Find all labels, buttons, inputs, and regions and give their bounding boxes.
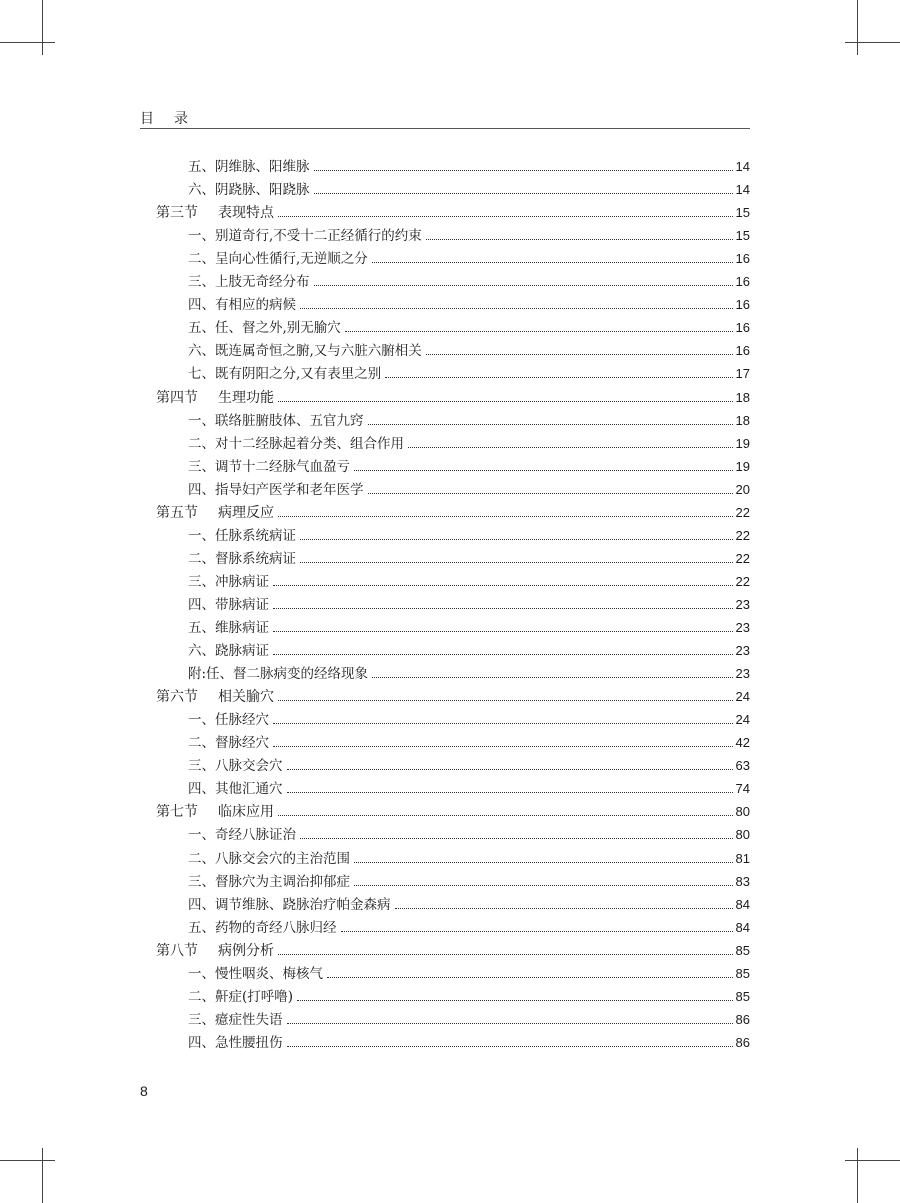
toc-item-row[interactable] [188,963,750,983]
dot-leader [273,631,733,632]
toc-item-row[interactable] [188,755,750,775]
crop-mark-top-left [42,0,43,55]
toc-page-number: 22 [735,573,750,589]
crop-mark-bottom-right [857,1148,858,1203]
toc-section-title: 相关腧穴 [218,689,274,706]
toc-item-label: 三、调节十二经脉气血盈亏 [188,458,350,475]
toc-item-row[interactable] [188,986,750,1006]
toc-item-row[interactable] [188,294,750,314]
toc-item-label: 三、督脉穴为主调治抑郁症 [188,873,350,890]
toc-page-number: 42 [735,735,750,751]
toc-section-title: 病理反应 [218,504,274,521]
toc-item-row[interactable] [188,1032,750,1052]
toc-section-number: 第八节 [156,942,198,959]
toc-item-label: 二、呈向心性循行,无逆顺之分 [188,251,368,268]
toc-item-row[interactable] [188,340,750,360]
toc-section-label [156,942,274,960]
dot-leader [354,470,733,471]
dot-leader [287,769,733,770]
toc-item-row[interactable] [188,156,750,176]
toc-item-label: 二、八脉交会穴的主治范围 [188,850,350,867]
toc-page-number: 22 [735,527,750,543]
page-number: 8 [140,1083,148,1099]
toc-item-label: 七、既有阴阳之分,又有表里之别 [188,366,382,383]
crop-mark-top-right [845,42,900,43]
toc-page-number: 23 [735,666,750,682]
toc-page-number: 16 [735,320,750,336]
dot-leader [287,1023,733,1024]
dot-leader [314,193,733,194]
toc-page-number: 23 [735,643,750,659]
crop-mark-bottom-right [845,1160,900,1161]
dot-leader [300,539,733,540]
toc-item-row[interactable] [188,248,750,268]
toc-item-label: 三、冲脉病证 [188,573,269,590]
toc-page-number: 85 [735,942,750,958]
toc-item-label: 四、调节维脉、跷脉治疗帕金森病 [188,896,391,913]
toc-page-number: 85 [735,965,750,981]
toc-item-row[interactable] [188,594,750,614]
toc-item-row[interactable] [188,848,750,868]
dot-leader [278,401,733,402]
toc-item-label: 二、鼾症(打呼噜) [188,988,294,1005]
toc-page-number: 23 [735,620,750,635]
toc-item-row[interactable] [188,1009,750,1029]
toc-item-label: 一、任脉系统病证 [188,527,296,544]
toc-page-number: 83 [735,873,750,889]
dot-leader [273,608,733,609]
dot-leader [300,562,733,563]
toc-item-row[interactable] [188,363,750,383]
toc-item-row[interactable] [188,571,750,591]
toc-item-label: 三、癔症性失语 [188,1011,283,1028]
dot-leader [278,216,733,217]
toc-item-label: 一、奇经八脉证治 [188,827,296,844]
toc-item-label: 六、既连属奇恒之腑,又与六脏六腑相关 [188,343,422,360]
toc-section-number: 第三节 [156,205,198,222]
dot-leader [273,654,733,655]
toc-section-number: 第六节 [156,689,198,706]
toc-item-label: 三、上肢无奇经分布 [188,274,310,291]
toc-page-number: 84 [735,919,750,935]
toc-page-number: 17 [735,366,750,382]
toc-item-row[interactable] [188,433,750,453]
dot-leader [273,746,733,747]
toc-section-title: 临床应用 [218,804,274,821]
toc-section-label [156,688,274,706]
crop-mark-top-left [0,42,55,43]
toc-page-number: 19 [735,458,750,474]
toc-section-row[interactable] [156,686,750,706]
crop-mark-bottom-left [0,1160,55,1161]
dot-leader [287,1046,733,1047]
toc-page-number: 16 [735,297,750,313]
toc-page-number: 74 [735,781,750,797]
toc-item-row[interactable] [188,225,750,245]
toc-item-label: 一、别道奇行,不受十二正经循行的约束 [188,228,422,245]
toc-section-label [156,803,274,821]
toc-page-number: 86 [735,1011,750,1027]
toc-page-number: 63 [735,758,750,774]
dot-leader [278,815,733,816]
dot-leader [314,170,733,171]
toc-item-row[interactable] [188,917,750,937]
toc-section-number: 第七节 [156,804,198,821]
toc-item-label: 四、带脉病证 [188,596,269,613]
toc-page-number: 23 [735,596,750,612]
toc-item-label: 四、指导妇产医学和老年医学 [188,481,364,498]
toc-page-number: 85 [735,988,750,1004]
crop-mark-bottom-left [42,1148,43,1203]
toc-item-label: 一、慢性咽炎、梅核气 [188,965,323,982]
toc-item-row[interactable] [188,778,750,798]
toc-item-label: 一、任脉经穴 [188,712,269,729]
toc-section-title: 生理功能 [218,389,274,406]
toc-item-label: 四、急性腰扭伤 [188,1034,283,1051]
toc-section-title: 表现特点 [218,205,274,222]
dot-leader [354,862,733,863]
toc-item-label: 二、对十二经脉起着分类、组合作用 [188,435,404,452]
dot-leader [273,723,733,724]
toc-item-label: 六、跷脉病证 [188,643,269,660]
toc-item-label: 五、维脉病证 [188,620,269,636]
toc-page-number: 20 [735,481,750,497]
toc-page-number: 80 [735,827,750,843]
toc-page-number: 86 [735,1034,750,1050]
dot-leader [297,1000,732,1001]
dot-leader [368,424,733,425]
toc-section-number: 第四节 [156,389,198,406]
toc-section-label [156,389,274,407]
toc-section-row[interactable] [156,502,750,522]
toc-item-row[interactable] [188,410,750,430]
dot-leader [327,977,733,978]
toc-item-label: 四、有相应的病候 [188,297,296,314]
dot-leader [345,331,733,332]
toc-item-row[interactable] [188,271,750,291]
toc-page-number: 18 [735,412,750,428]
dot-leader [354,885,733,886]
dot-leader [385,377,732,378]
crop-mark-top-right [857,0,858,55]
toc-item-row[interactable] [188,709,750,729]
toc-section-label [156,504,274,522]
toc-page-number: 24 [735,712,750,728]
dot-leader [408,447,733,448]
dot-leader [372,262,733,263]
toc-page-number: 15 [735,228,750,244]
toc-section-label [156,204,274,222]
toc-item-row[interactable] [188,663,750,683]
toc-page-number: 81 [735,850,750,866]
dot-leader [368,493,733,494]
dot-leader [287,792,733,793]
dot-leader [426,239,733,240]
toc-item-row[interactable] [188,894,750,914]
toc-section-row[interactable] [156,202,750,222]
toc-item-label: 五、药物的奇经八脉归经 [188,919,337,936]
dot-leader [314,285,733,286]
dot-leader [278,516,733,517]
dot-leader [341,931,733,932]
toc-item-row[interactable] [188,617,750,637]
toc-item-row[interactable] [188,179,750,199]
dot-leader [278,954,733,955]
toc-page-number: 22 [735,550,750,566]
toc-item-label: 二、督脉经穴 [188,735,269,752]
dot-leader [300,838,733,839]
toc-page-number: 19 [735,435,750,451]
toc-item-row[interactable] [188,525,750,545]
toc-page-number: 14 [735,159,750,174]
dot-leader [395,908,733,909]
toc-page-number: 15 [735,205,750,221]
dot-leader [273,585,733,586]
toc-item-label: 四、其他汇通穴 [188,781,283,798]
toc-item-row[interactable] [188,824,750,844]
toc-page-number: 14 [735,182,750,198]
toc-item-label: 五、任、督之外,别无腧穴 [188,320,341,337]
toc-item-label: 三、八脉交会穴 [188,758,283,775]
toc-section-number: 第五节 [156,504,198,521]
header-rule [140,128,750,129]
toc-item-row[interactable] [188,479,750,499]
toc-section-row[interactable] [156,801,750,821]
toc-page-number: 16 [735,274,750,290]
dot-leader [278,700,733,701]
toc-item-row[interactable] [188,548,750,568]
toc-item-row[interactable] [188,317,750,337]
toc-page-number: 16 [735,343,750,359]
toc-item-label: 五、阴维脉、阳维脉 [188,159,310,175]
toc-item-label: 六、阴跷脉、阳跷脉 [188,182,310,199]
toc-item-row[interactable] [188,456,750,476]
toc-item-label: 一、联络脏腑肢体、五官九窍 [188,412,364,429]
running-header-title: 目录 [140,111,208,127]
toc-page-number: 80 [735,804,750,820]
toc-item-row[interactable] [188,640,750,660]
toc-item-label: 附:任、督二脉病变的经络现象 [188,666,369,683]
toc-item-row[interactable] [188,871,750,891]
dot-leader [300,308,733,309]
toc-section-row[interactable] [156,387,750,407]
toc-page-number: 24 [735,689,750,705]
toc-section-row[interactable] [156,940,750,960]
toc-item-row[interactable] [188,732,750,752]
toc-item-label: 二、督脉系统病证 [188,550,296,567]
dot-leader [372,677,732,678]
toc-page-number: 84 [735,896,750,912]
toc-page-number: 16 [735,251,750,267]
toc-page-number: 18 [735,389,750,405]
toc-section-title: 病例分析 [218,942,274,959]
toc-page-number: 22 [735,504,750,520]
dot-leader [426,354,733,355]
